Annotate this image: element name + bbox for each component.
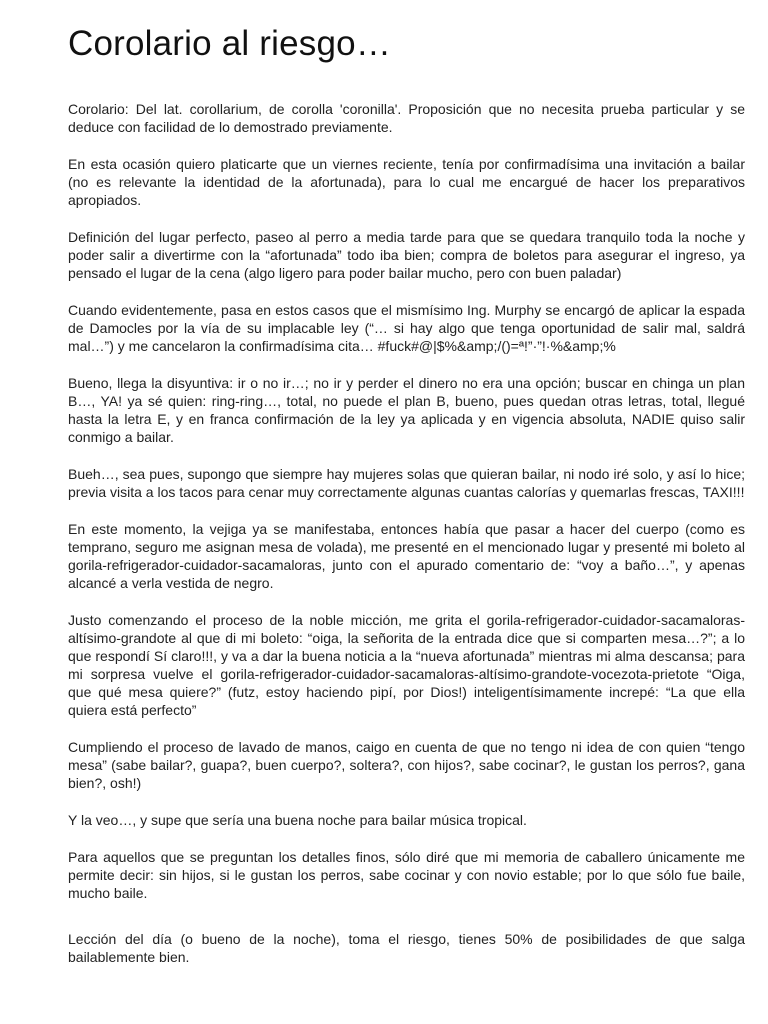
paragraph-going-alone: Bueh…, sea pues, supongo que siempre hay mujeres solas que quieran bailar, ni nodo iré solo, y así lo hice; previa visita a los tacos para cenar muy correctamente algunas cuantas calorías y quemarlas frescas, TAXI!!! <box>68 466 745 500</box>
paragraph-lesson: Lección del día (o bueno de la noche), toma el riesgo, tienes 50% de posibilidades de que salga bailablemente bien. <box>68 931 745 965</box>
paragraph-preparations: Definición del lugar perfecto, paseo al perro a media tarde para que se quedara tranquilo toda la noche y poder salir a divertirme con la “afortunada” todo iba bien; compra de boletos para asegurar el ingreso, ya pensado el lugar de la cena (algo ligero para poder bailar mucho, pero con buen paladar) <box>68 229 745 281</box>
paragraph-dilemma: Bueno, llega la disyuntiva: ir o no ir…; no ir y perder el dinero no era una opción; buscar en chinga un plan B…, YA! ya sé quien: ring-ring…, total, no puede el plan B, bueno, pues quedan otras letras, total, llegué hasta la letra E, y en franca confirmación de la ley ya aplicada y en vigencia absoluta, NADIE quiso salir conmigo a bailar. <box>68 375 745 445</box>
document-page <box>68 22 745 985</box>
paragraph-details: Para aquellos que se preguntan los detalles finos, sólo diré que mi memoria de caballero únicamente me permite decir: sin hijos, si le gustan los perros, sabe cocinar y con novio estable; por lo que sólo fue baile, mucho baile. <box>68 849 745 901</box>
paragraph-murphy: Cuando evidentemente, pasa en estos casos que el mismísimo Ing. Murphy se encargó de aplicar la espada de Damocles por la vía de su implacable ley (“… si hay algo que tenga oportunidad de salir mal, saldrá mal…”) y me cancelaron la confirmadísima cita… #fuck#@|$%&amp;/()=ª!”·”!·%&amp;% <box>68 302 745 354</box>
paragraph-handwashing: Cumpliendo el proceso de lavado de manos, caigo en cuenta de que no tengo ni idea de con quien “tengo mesa” (sabe bailar?, guapa?, buen cuerpo?, soltera?, con hijos?, sabe cocinar?, le gustan los perros?, gana bien?, osh!) <box>68 739 745 791</box>
paragraph-shared-table: Justo comenzando el proceso de la noble micción, me grita el gorila-refrigerador-cuidador-sacamaloras-altísimo-grandote al que di mi boleto: “oiga, la señorita de la entrada dice que si comparten mesa…?”; a lo que respondí Sí claro!!!, y va a dar la buena noticia a la “nueva afortunada” mientras mi alma descansa; para mi sorpresa vuelve el gorila-refrigerador-cuidador-sacamaloras-altísimo-grandote-vocezota-prietote “Oiga, que qué mesa quiere?” (futz, estoy haciendo pipí, por Dios!) inteligentísimamente increpé: “La que ella quiera está perfecto” <box>68 612 745 718</box>
paragraph-seeing-her: Y la veo…, y supe que sería una buena noche para bailar música tropical. <box>68 812 527 828</box>
paragraph-arrival: En este momento, la vejiga ya se manifestaba, entonces había que pasar a hacer del cuerpo (como es temprano, seguro me asignan mesa de volada), me presenté en el mencionado lugar y presenté mi boleto al gorila-refrigerador-cuidador-sacamaloras, junto con el apurado comentario de: “voy a baño…”, y apenas alcancé a verla vestida de negro. <box>68 521 745 591</box>
paragraph-definition: Corolario: Del lat. corollarium, de corolla 'coronilla'. Proposición que no necesita prueba particular y se deduce con facilidad de lo demostrado previamente. <box>68 101 745 135</box>
page-title: Corolario al riesgo… <box>68 24 392 63</box>
paragraph-invitation: En esta ocasión quiero platicarte que un viernes reciente, tenía por confirmadísima una invitación a bailar (no es relevante la identidad de la afortunada), para lo cual me encargué de hacer los preparativos apropiados. <box>68 156 745 208</box>
article-body <box>68 100 745 966</box>
